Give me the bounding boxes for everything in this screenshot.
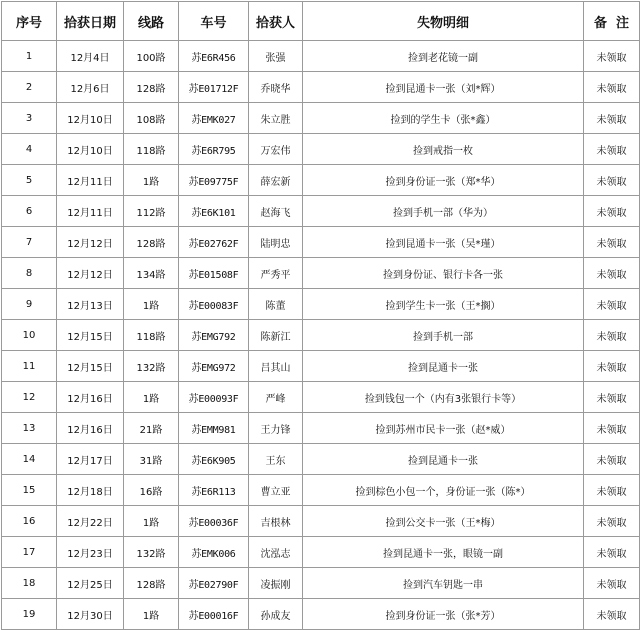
cell-no: 16 (2, 506, 57, 537)
cell-note: 未领取 (584, 351, 640, 382)
table-row (2, 568, 640, 599)
table-row (2, 103, 640, 134)
cell-plate: 苏E00016F (179, 599, 249, 630)
cell-no: 19 (2, 599, 57, 630)
cell-detail: 捡到汽车钥匙一串 (303, 568, 584, 599)
cell-route: 100路 (124, 41, 179, 72)
cell-detail: 捡到昆通卡一张，眼镜一副 (303, 537, 584, 568)
cell-no: 18 (2, 568, 57, 599)
cell-finder: 朱立胜 (249, 103, 303, 134)
cell-no: 9 (2, 289, 57, 320)
cell-route: 118路 (124, 320, 179, 351)
cell-note: 未领取 (584, 41, 640, 72)
cell-finder: 严秀平 (249, 258, 303, 289)
cell-date: 12月15日 (57, 320, 124, 351)
cell-plate: 苏E01712F (179, 72, 249, 103)
cell-finder: 万宏伟 (249, 134, 303, 165)
table-row (2, 41, 640, 72)
cell-route: 118路 (124, 134, 179, 165)
table-body (2, 41, 640, 630)
header-date: 拾获日期 (57, 2, 124, 41)
cell-date: 12月4日 (57, 41, 124, 72)
cell-no: 3 (2, 103, 57, 134)
table-row (2, 196, 640, 227)
cell-finder: 吕其山 (249, 351, 303, 382)
cell-no: 17 (2, 537, 57, 568)
cell-route: 1路 (124, 289, 179, 320)
cell-date: 12月11日 (57, 196, 124, 227)
lost-items-table (1, 1, 640, 630)
cell-date: 12月10日 (57, 134, 124, 165)
cell-route: 1路 (124, 506, 179, 537)
cell-plate: 苏EMK027 (179, 103, 249, 134)
cell-date: 12月10日 (57, 103, 124, 134)
cell-detail: 捡到手机一部（华为） (303, 196, 584, 227)
cell-date: 12月17日 (57, 444, 124, 475)
cell-note: 未领取 (584, 165, 640, 196)
table-row (2, 475, 640, 506)
header-note: 备 注 (584, 2, 640, 41)
cell-finder: 陈董 (249, 289, 303, 320)
table-row (2, 506, 640, 537)
cell-route: 31路 (124, 444, 179, 475)
header-route: 线路 (124, 2, 179, 41)
table-row (2, 413, 640, 444)
cell-finder: 吉根林 (249, 506, 303, 537)
cell-finder: 曹立亚 (249, 475, 303, 506)
cell-finder: 陈新江 (249, 320, 303, 351)
table-row (2, 382, 640, 413)
cell-route: 128路 (124, 72, 179, 103)
cell-date: 12月11日 (57, 165, 124, 196)
cell-date: 12月30日 (57, 599, 124, 630)
cell-plate: 苏E09775F (179, 165, 249, 196)
cell-date: 12月18日 (57, 475, 124, 506)
cell-note: 未领取 (584, 258, 640, 289)
cell-no: 11 (2, 351, 57, 382)
cell-no: 6 (2, 196, 57, 227)
cell-no: 4 (2, 134, 57, 165)
cell-date: 12月25日 (57, 568, 124, 599)
table-row (2, 320, 640, 351)
cell-route: 132路 (124, 537, 179, 568)
table-row (2, 537, 640, 568)
cell-note: 未领取 (584, 227, 640, 258)
cell-no: 15 (2, 475, 57, 506)
cell-finder: 陆明忠 (249, 227, 303, 258)
table-row (2, 258, 640, 289)
cell-plate: 苏E6R456 (179, 41, 249, 72)
cell-plate: 苏E01508F (179, 258, 249, 289)
cell-plate: 苏E00083F (179, 289, 249, 320)
cell-no: 10 (2, 320, 57, 351)
cell-finder: 乔晓华 (249, 72, 303, 103)
cell-finder: 沈泓志 (249, 537, 303, 568)
cell-route: 1路 (124, 599, 179, 630)
cell-route: 128路 (124, 568, 179, 599)
cell-detail: 捡到老花镜一副 (303, 41, 584, 72)
cell-detail: 捡到苏州市民卡一张（赵*威） (303, 413, 584, 444)
cell-plate: 苏EMG972 (179, 351, 249, 382)
header-no: 序号 (2, 2, 57, 41)
cell-finder: 张强 (249, 41, 303, 72)
header-finder: 拾获人 (249, 2, 303, 41)
cell-no: 13 (2, 413, 57, 444)
cell-date: 12月16日 (57, 413, 124, 444)
cell-note: 未领取 (584, 599, 640, 630)
cell-detail: 捡到的学生卡（张*鑫） (303, 103, 584, 134)
cell-detail: 捡到学生卡一张（王*搁） (303, 289, 584, 320)
cell-finder: 凌振刚 (249, 568, 303, 599)
cell-no: 12 (2, 382, 57, 413)
cell-route: 21路 (124, 413, 179, 444)
table-row (2, 444, 640, 475)
cell-route: 1路 (124, 382, 179, 413)
cell-no: 7 (2, 227, 57, 258)
cell-plate: 苏E6R795 (179, 134, 249, 165)
cell-date: 12月22日 (57, 506, 124, 537)
cell-note: 未领取 (584, 382, 640, 413)
cell-route: 112路 (124, 196, 179, 227)
cell-detail: 捡到身份证一张（郑*华） (303, 165, 584, 196)
cell-detail: 捡到昆通卡一张（吴*瑾） (303, 227, 584, 258)
cell-no: 8 (2, 258, 57, 289)
cell-detail: 捡到昆通卡一张 (303, 351, 584, 382)
cell-note: 未领取 (584, 289, 640, 320)
cell-note: 未领取 (584, 413, 640, 444)
table-row (2, 289, 640, 320)
cell-note: 未领取 (584, 475, 640, 506)
cell-finder: 赵海飞 (249, 196, 303, 227)
cell-no: 14 (2, 444, 57, 475)
cell-plate: 苏E6R113 (179, 475, 249, 506)
cell-finder: 严峰 (249, 382, 303, 413)
cell-plate: 苏E00036F (179, 506, 249, 537)
header-row (2, 2, 640, 41)
cell-detail: 捡到手机一部 (303, 320, 584, 351)
cell-detail: 捡到昆通卡一张（刘*辉） (303, 72, 584, 103)
cell-date: 12月15日 (57, 351, 124, 382)
cell-note: 未领取 (584, 134, 640, 165)
header-plate: 车号 (179, 2, 249, 41)
table-row (2, 72, 640, 103)
header-detail: 失物明细 (303, 2, 584, 41)
cell-plate: 苏E6K101 (179, 196, 249, 227)
cell-plate: 苏E00093F (179, 382, 249, 413)
cell-detail: 捡到身份证一张（张*芳） (303, 599, 584, 630)
cell-note: 未领取 (584, 72, 640, 103)
table-row (2, 134, 640, 165)
cell-date: 12月13日 (57, 289, 124, 320)
cell-plate: 苏EMK006 (179, 537, 249, 568)
cell-finder: 王力锋 (249, 413, 303, 444)
cell-no: 1 (2, 41, 57, 72)
cell-plate: 苏E6K905 (179, 444, 249, 475)
cell-note: 未领取 (584, 444, 640, 475)
cell-finder: 王东 (249, 444, 303, 475)
cell-plate: 苏E02790F (179, 568, 249, 599)
cell-note: 未领取 (584, 320, 640, 351)
cell-note: 未领取 (584, 103, 640, 134)
cell-route: 128路 (124, 227, 179, 258)
cell-detail: 捡到戒指一枚 (303, 134, 584, 165)
table-row (2, 165, 640, 196)
cell-date: 12月16日 (57, 382, 124, 413)
cell-finder: 薛宏新 (249, 165, 303, 196)
cell-date: 12月23日 (57, 537, 124, 568)
table-row (2, 227, 640, 258)
cell-detail: 捡到钱包一个（内有3张银行卡等） (303, 382, 584, 413)
cell-finder: 孙成友 (249, 599, 303, 630)
cell-date: 12月12日 (57, 227, 124, 258)
cell-note: 未领取 (584, 568, 640, 599)
table-row (2, 351, 640, 382)
cell-route: 1路 (124, 165, 179, 196)
cell-date: 12月6日 (57, 72, 124, 103)
cell-detail: 捡到棕色小包一个，身份证一张（陈*） (303, 475, 584, 506)
cell-note: 未领取 (584, 537, 640, 568)
cell-route: 108路 (124, 103, 179, 134)
cell-plate: 苏E02762F (179, 227, 249, 258)
cell-plate: 苏EMM981 (179, 413, 249, 444)
cell-plate: 苏EMG792 (179, 320, 249, 351)
cell-detail: 捡到公交卡一张（王*梅） (303, 506, 584, 537)
cell-no: 5 (2, 165, 57, 196)
cell-route: 132路 (124, 351, 179, 382)
cell-detail: 捡到昆通卡一张 (303, 444, 584, 475)
cell-date: 12月12日 (57, 258, 124, 289)
cell-route: 134路 (124, 258, 179, 289)
cell-note: 未领取 (584, 506, 640, 537)
cell-route: 16路 (124, 475, 179, 506)
cell-note: 未领取 (584, 196, 640, 227)
cell-detail: 捡到身份证、银行卡各一张 (303, 258, 584, 289)
cell-no: 2 (2, 72, 57, 103)
